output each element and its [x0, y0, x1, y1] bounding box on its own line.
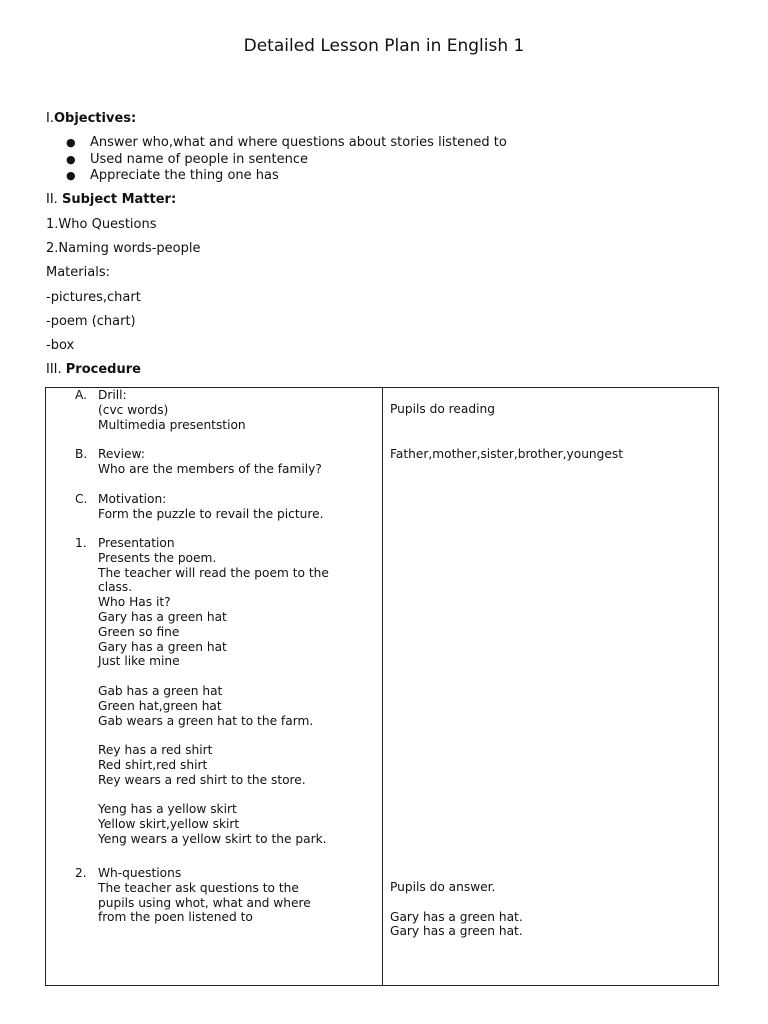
step-line: Who are the members of the family?	[98, 461, 322, 476]
step-marker: B.	[75, 447, 88, 461]
step-line: Presentation	[98, 536, 175, 550]
bullet-icon: ●	[66, 152, 76, 166]
subject-matter-prefix: II.	[46, 192, 58, 207]
step-line: Motivation:	[98, 492, 167, 506]
step-text	[98, 447, 322, 477]
step-line: Green so fine	[98, 624, 180, 639]
subject-line: Materials:	[46, 265, 110, 280]
step-line: The teacher will read the poem to the	[98, 565, 329, 580]
step-marker: C.	[75, 492, 88, 506]
response-line: Gary has a green hat.	[390, 924, 523, 939]
pupil-response	[390, 447, 623, 462]
response-line: Pupils do answer.	[390, 880, 496, 894]
procedure-prefix: III.	[46, 362, 62, 377]
response-line: Father,mother,sister,brother,youngest	[390, 447, 624, 461]
step-line: Just like mine	[98, 654, 180, 669]
step-line: pupils using whot, what and where	[98, 895, 311, 910]
step-line: Gary has a green hat	[98, 639, 227, 654]
objective-text: Used name of people in sentence	[90, 151, 309, 167]
objectives-prefix: I.	[46, 111, 54, 126]
objectives-heading	[46, 111, 136, 126]
step-line: Gab has a green hat	[98, 683, 223, 698]
column-divider	[382, 388, 383, 985]
step-line: Yeng wears a yellow skirt to the park.	[98, 831, 327, 846]
step-line: Form the puzzle to revail the picture.	[98, 506, 324, 521]
step-line	[98, 788, 329, 803]
step-line: The teacher ask questions to the	[98, 880, 299, 895]
objective-text: Appreciate the thing one has	[90, 168, 279, 183]
subject-line: 1.Who Questions	[46, 217, 157, 232]
subject-matter-heading	[46, 192, 176, 207]
objectives-label: Objectives:	[53, 111, 137, 126]
response-line: Gary has a green hat.	[390, 909, 523, 924]
step-line: from the poen listened to	[98, 910, 253, 925]
step-marker: 2.	[75, 866, 87, 880]
step-line: class.	[98, 580, 133, 595]
procedure-table	[45, 387, 719, 986]
step-line: Gary has a green hat	[98, 609, 227, 624]
subject-line: -pictures,chart	[46, 290, 141, 305]
response-line: Pupils do reading	[390, 402, 495, 416]
step-line: Yeng has a yellow skirt	[98, 802, 237, 817]
step-line: Red shirt,red shirt	[98, 757, 208, 772]
step-line: Presents the poem.	[98, 550, 217, 565]
step-line	[98, 669, 329, 684]
step-text	[98, 388, 246, 432]
step-line: Yellow skirt,yellow skirt	[98, 817, 240, 832]
objective-text: Answer who,what and where questions about stories listened to	[90, 135, 507, 150]
procedure-heading	[46, 362, 141, 377]
step-text	[98, 536, 329, 847]
step-line: Drill:	[98, 388, 127, 402]
subject-matter-label: Subject Matter:	[61, 192, 177, 207]
subject-line: -poem (chart)	[46, 314, 136, 329]
step-line: Who Has it?	[98, 595, 171, 610]
step-line: Rey wears a red shirt to the store.	[98, 772, 306, 787]
pupil-response	[390, 402, 495, 417]
procedure-label: Procedure	[65, 362, 141, 377]
step-marker: 1.	[75, 536, 87, 550]
subject-line: -box	[46, 338, 75, 353]
step-line: Multimedia presentstion	[98, 417, 246, 432]
list-item	[66, 152, 507, 169]
step-line	[98, 728, 329, 743]
step-line: Wh-questions	[98, 866, 182, 880]
step-line: Rey has a red shirt	[98, 743, 213, 758]
step-line: Gab wears a green hat to the farm.	[98, 713, 314, 728]
step-marker: A.	[75, 388, 87, 402]
response-line	[390, 895, 523, 910]
bullet-icon: ●	[66, 136, 76, 149]
objectives-list	[66, 135, 507, 185]
subject-line: 2.Naming words-people	[46, 241, 201, 256]
step-line: (cvc words)	[98, 402, 169, 417]
step-text	[98, 492, 323, 522]
list-item	[66, 135, 507, 152]
step-line: Green hat,green hat	[98, 698, 222, 713]
step-text	[98, 866, 311, 925]
list-item	[66, 168, 507, 185]
pupil-response	[390, 880, 523, 939]
bullet-icon: ●	[66, 169, 76, 182]
page-title: Detailed Lesson Plan in English 1	[243, 36, 525, 56]
step-line: Review:	[98, 447, 145, 461]
